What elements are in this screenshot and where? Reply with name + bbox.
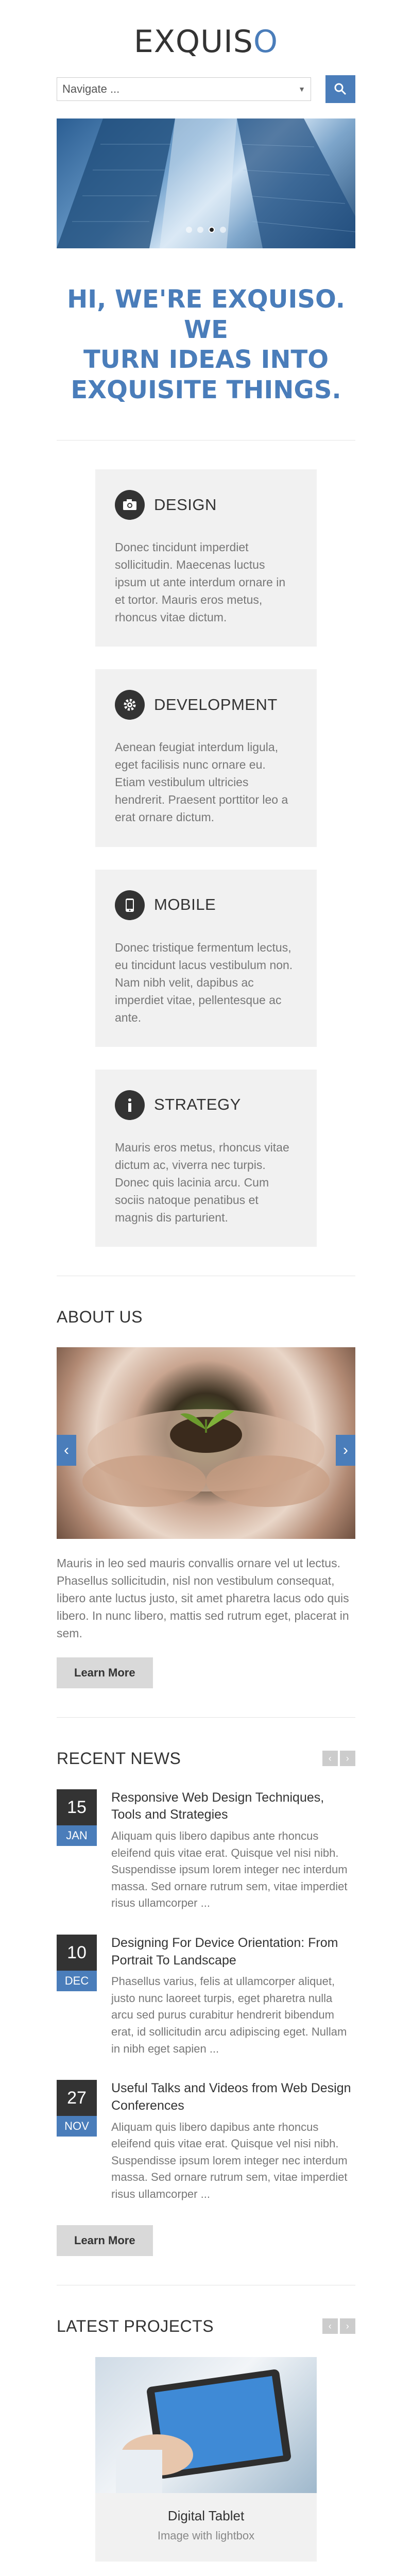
navigation-select[interactable]: [57, 77, 311, 101]
service-mobile: [95, 870, 317, 1047]
news-next-button[interactable]: ›: [340, 1751, 355, 1766]
news-body: [111, 1935, 355, 2057]
search-button[interactable]: [325, 75, 355, 103]
service-title: DEVELOPMENT: [154, 695, 278, 714]
about-learn-more-button[interactable]: Learn More: [57, 1657, 153, 1688]
tagline-part: HI, WE'RE: [67, 285, 211, 314]
mobile-icon: [115, 890, 145, 920]
slider-prev-button[interactable]: ‹: [57, 1435, 76, 1466]
date-day: 15: [57, 1789, 97, 1825]
services-section: [57, 469, 355, 1276]
date-box: [57, 1789, 97, 1912]
service-head: [115, 490, 297, 520]
about-section: [57, 1305, 355, 1718]
projects-arrows: [322, 2318, 355, 2334]
projects-title: LATEST PROJECTS: [57, 2317, 214, 2336]
tagline: [57, 248, 355, 440]
service-text: Aenean feugiat interdum ligula, eget facilisis nunc ornare eu. Etiam vestibulum ultricies hendrerit. Praesent porttitor leo a erat ornare dictum.: [115, 740, 288, 824]
tagline-part: WE: [184, 315, 228, 344]
service-strategy: [95, 1070, 317, 1247]
projects-header: [57, 2314, 355, 2338]
about-text: Mauris in leo sed mauris convallis ornare vel ut lectus. Phasellus sollicitudin, nisl non vestibulum consequat, libero ante luctus justo, sit amet pharetra lacus odo quis libero. In nunc libero, mattis sed rutrum eget, placerat in sem.: [57, 1556, 349, 1640]
logo-accent: O: [253, 24, 279, 60]
hands-plant-image: [57, 1347, 355, 1539]
projects-prev-button[interactable]: ‹: [322, 2318, 338, 2334]
slider-next-button[interactable]: ›: [336, 1435, 355, 1466]
about-title-text: ABOUT US: [57, 1307, 143, 1326]
camera-icon: [115, 490, 145, 520]
service-text: Donec tristique fermentum lectus, eu tincidunt lacus vestibulum non. Nam nibh velit, dapibus ac imperdiet vitae, pellentesque ac ante.: [115, 940, 293, 1024]
site-header: [57, 0, 355, 440]
service-text: Donec tincidunt imperdiet sollicitudin. Maecenas luctus ipsum ut ante interdum ornare in et tortor. Mauris eros metus, rhoncus vitae dictum.: [115, 540, 286, 624]
nav-row: [57, 73, 355, 105]
projects-next-button[interactable]: ›: [340, 2318, 355, 2334]
service-title: DESIGN: [154, 495, 217, 514]
news-title-link[interactable]: Responsive Web Design Techniques, Tools and Strategies: [111, 1790, 324, 1822]
news-excerpt: Aliquam quis libero dapibus ante rhoncus eleifend quis vitae erat. Quisque vel nisi nibh. Suspendisse ipsum lorem integer nec interdum massa. Sed ornare rutrum sem, vitae imperdiet risus ullamcorper ...: [111, 1829, 348, 1910]
news-prev-button[interactable]: ‹: [322, 1751, 338, 1766]
news-title: RECENT NEWS: [57, 1749, 181, 1768]
date-month: JAN: [57, 1825, 97, 1846]
search-icon: [334, 82, 347, 96]
news-body: [111, 2080, 355, 2202]
hero-dot-3[interactable]: [209, 227, 215, 233]
project-info: [95, 2493, 317, 2562]
news-item[interactable]: [57, 1789, 355, 1912]
service-text: Mauris eros metus, rhoncus vitae dictum ac, viverra nec turpis. Donec quis lacinia arcu. Cum sociis natoque penatibus et magnis dis parturient.: [115, 1140, 289, 1224]
hero-dot-2[interactable]: [197, 227, 203, 233]
tagline-line-2: TURN IDEAS INTO: [83, 345, 329, 375]
date-month: NOV: [57, 2116, 97, 2137]
news-learn-more-button[interactable]: Learn More: [57, 2225, 153, 2256]
hero-dot-1[interactable]: [186, 227, 192, 233]
hero-dot-4[interactable]: [220, 227, 226, 233]
news-excerpt: Phasellus varius, felis at ullamcorper aliquet, justo nunc laoreet turpis, eget pharetra nulla arcu sed purus curabitur hendrerit bibendum erat, id sollicitudin arcu adipiscing eget. Nullam in nibh eget sapien ...: [111, 1975, 347, 2055]
about-slider[interactable]: [57, 1347, 355, 1539]
tablet-image[interactable]: [95, 2357, 317, 2493]
news-header: [57, 1747, 355, 1770]
project-card[interactable]: [95, 2357, 317, 2562]
project-name[interactable]: Digital Tablet: [167, 2507, 245, 2523]
service-head: [115, 1090, 297, 1120]
news-section: [57, 1747, 355, 2285]
date-box: [57, 2080, 97, 2202]
service-head: [115, 890, 297, 920]
news-title-link[interactable]: Designing For Device Orientation: From Portrait To Landscape: [111, 1935, 338, 1968]
about-title: [57, 1305, 355, 1329]
news-item[interactable]: [57, 2080, 355, 2202]
service-head: [115, 690, 297, 720]
news-item[interactable]: [57, 1935, 355, 2057]
news-body: [111, 1789, 355, 1912]
news-excerpt: Aliquam quis libero dapibus ante rhoncus eleifend quis vitae erat. Quisque vel nisi nibh. Suspendisse ipsum lorem integer nec interdum massa. Sed ornare rutrum sem, vitae imperdiet risus ullamcorper ...: [111, 2120, 348, 2200]
date-month: DEC: [57, 1971, 97, 1991]
projects-section: [57, 2314, 355, 2576]
service-development: [95, 669, 317, 846]
info-icon: [115, 1090, 145, 1120]
news-arrows: [322, 1751, 355, 1766]
navigation-select-value: Navigate ...: [62, 82, 120, 96]
service-title: STRATEGY: [154, 1095, 241, 1114]
project-subtitle: Image with lightbox: [157, 2529, 255, 2543]
date-day: 27: [57, 2080, 97, 2116]
gear-icon: [115, 690, 145, 720]
hero-dots: [57, 227, 355, 233]
date-day: 10: [57, 1935, 97, 1971]
service-design: [95, 469, 317, 647]
logo-main: EXQUIS: [133, 24, 253, 60]
hero-slider[interactable]: [57, 118, 355, 248]
chevron-down-icon: ▼: [298, 84, 305, 93]
tagline-line-3: EXQUISITE THINGS.: [71, 375, 341, 404]
date-box: [57, 1935, 97, 2057]
divider: [57, 1717, 355, 1718]
tagline-brand: EXQUISO.: [211, 285, 345, 314]
logo[interactable]: [57, 0, 355, 73]
service-title: MOBILE: [154, 895, 216, 914]
news-title-link[interactable]: Useful Talks and Videos from Web Design Conferences: [111, 2081, 351, 2113]
